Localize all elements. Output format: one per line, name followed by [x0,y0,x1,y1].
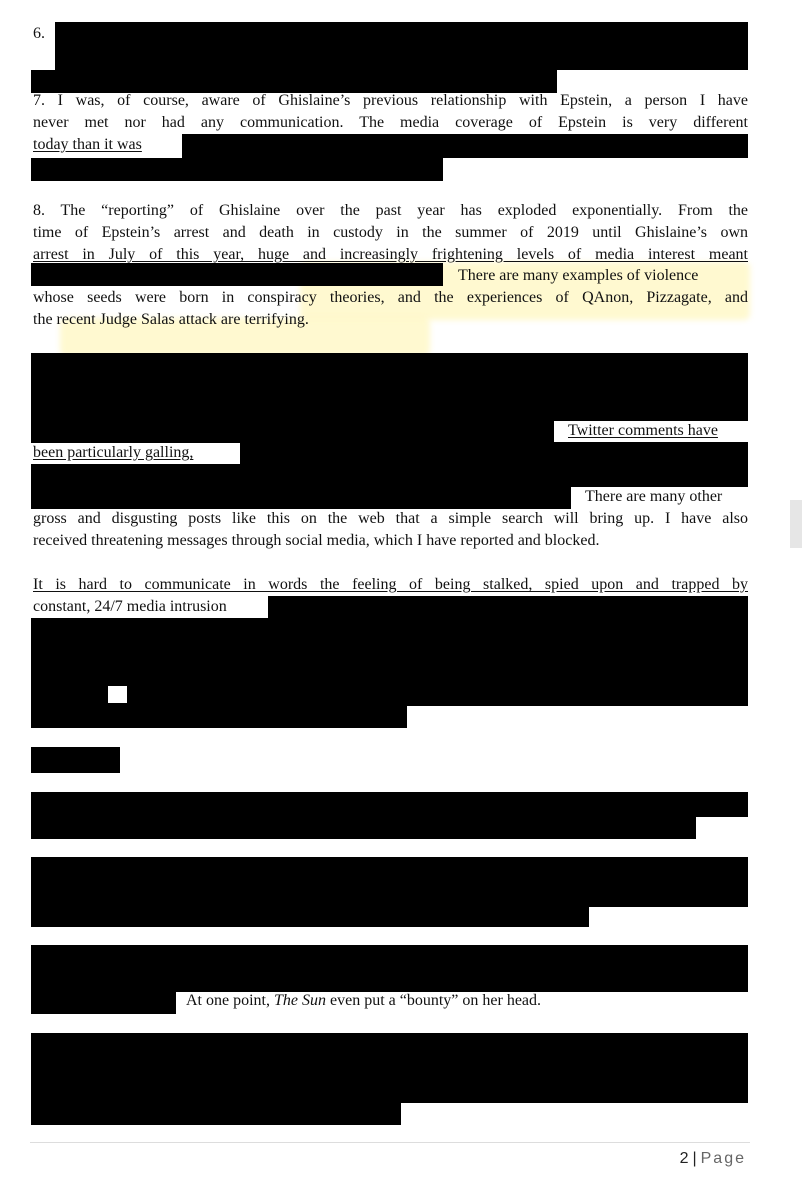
para-9-line-2: gross and disgusting posts like this on the web that a simple search will bring up. I have also [33,510,748,527]
redaction-block [31,263,443,286]
redaction-block [31,747,120,773]
para-sun-post: even put a “bounty” on her head. [326,992,542,1009]
para-6-number: 6. [33,25,45,42]
redaction-block [31,945,748,992]
scroll-edge [790,500,802,548]
redaction-block [55,22,748,70]
para-8-line-5: whose seeds were born in conspiracy theories, and the experiences of QAnon, Pizzagate, and [33,289,748,306]
para-8-line-1: 8. The “reporting” of Ghislaine over the past year has exploded exponentially. From the [33,202,748,219]
page-label: Page [700,1150,746,1167]
para-7-line-2 [33,112,748,134]
para-8-line-3: arrest in July of this year, huge and increasingly frightening levels of media interest meant [33,246,748,263]
redaction-block [31,353,748,421]
redaction-block [31,421,554,443]
page-footer [680,1150,746,1168]
redaction-block [268,596,748,618]
redaction-block [31,1033,748,1103]
redaction-block [31,706,407,728]
para-9-galling: been particularly galling, [33,444,194,461]
para-7-line-2-text: never met nor had any communication. The media coverage of Epstein is very different [33,114,748,131]
page-number: 2 [679,1150,689,1167]
redaction-block [31,907,589,927]
redaction-block [31,1103,401,1125]
page-separator: | [692,1150,697,1167]
redaction-block [31,487,571,509]
redaction-block [31,158,443,181]
para-8-line-6: the recent Judge Salas attack are terrifying. [33,311,309,328]
redaction-block [182,134,748,158]
redaction-block [240,442,748,487]
para-9-other: There are many other [585,488,723,505]
para-8-line-2: time of Epstein’s arrest and death in custody in the summer of 2019 until Ghislaine’s own [33,224,748,241]
redaction-block [31,464,241,487]
para-7-line-3: today than it was [33,136,142,153]
redaction-block [31,857,748,907]
para-sun-line [186,990,541,1012]
para-9-twitter: Twitter comments have [568,422,718,439]
para-sun-italic: The Sun [274,992,326,1009]
redaction-block [31,817,696,839]
footer-rule [30,1142,750,1143]
para-10-line-1: It is hard to communicate in words the feeling of being stalked, spied upon and trapped by [33,576,748,593]
para-7-line-1: 7. I was, of course, aware of Ghislaine’s previous relationship with Epstein, a person I have [33,92,748,109]
para-9-line-3: received threatening messages through social media, which I have reported and blocked. [33,532,600,549]
para-8-line-4: There are many examples of violence [458,267,699,284]
redaction-block [31,618,748,706]
para-sun-pre: At one point, [186,992,274,1009]
para-10-line-2: constant, 24/7 media intrusion [33,598,227,615]
redaction-block [31,992,176,1014]
redaction-gap [108,686,127,703]
redaction-block [31,792,748,817]
